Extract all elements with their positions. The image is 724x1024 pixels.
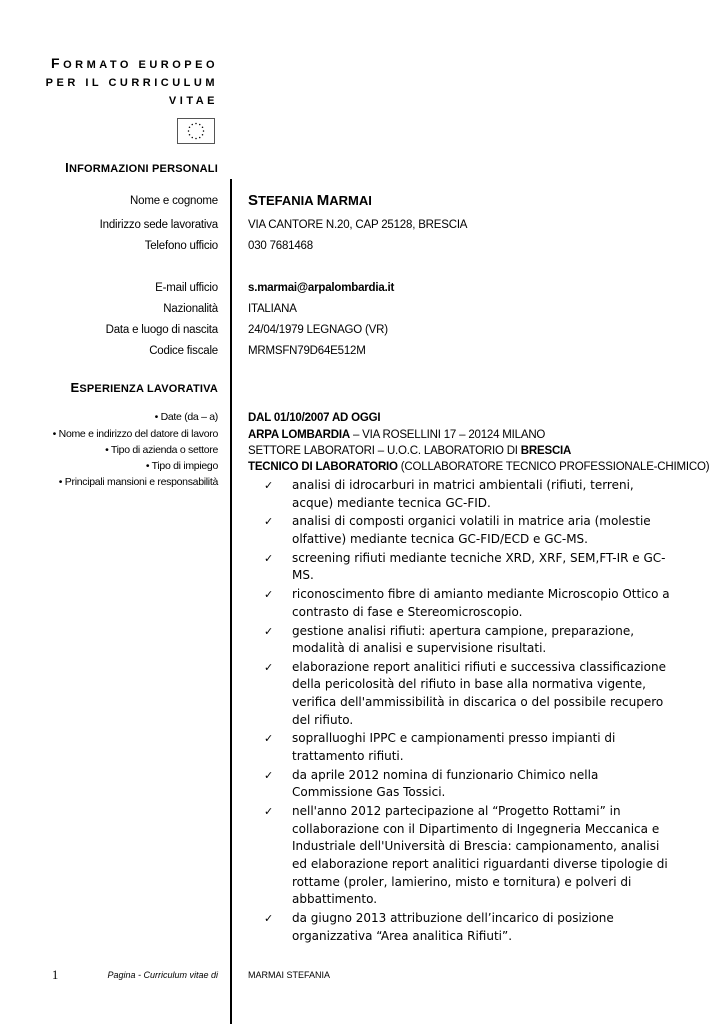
birth-value: 24/04/1979 LEGNAGO (VR)	[248, 324, 388, 336]
check-icon: ✓	[264, 588, 274, 602]
employer-value: ARPA LOMBARDIA – VIA ROSELLINI 17 – 20124 MILANO	[248, 429, 546, 441]
flag-star	[189, 127, 191, 129]
duty-item: ✓ sopralluoghi IPPC e campionamenti presso impianti di trattamento rifiuti.	[264, 731, 616, 764]
title-line-1: FORMATO EUROPEO	[51, 55, 218, 71]
duty-item: ✓ da giugno 2013 attribuzione dell’incarico di posizione organizzativa “Area analitica Rifiuti”.	[264, 910, 614, 943]
job-type-label: • Tipo di impiego	[145, 460, 218, 472]
dates-value: DAL 01/10/2007 AD OGGI	[248, 412, 381, 424]
job-type-value: TECNICO DI LABORATORIO (COLLABORATORE TECNICO PROFESSIONALE-CHIMICO)	[248, 461, 710, 473]
fiscal-code-value: MRMSFN79D64E512M	[248, 345, 366, 357]
eu-flag-icon	[177, 118, 215, 144]
company-type-label: • Tipo di azienda o settore	[105, 444, 218, 456]
duty-item: ✓ analisi di composti organici volatili in matrice aria (molestie olfattive) mediante tecnica GC-FID/ECD e GC-MS.	[264, 514, 651, 546]
flag-star	[195, 123, 197, 125]
flag-star	[202, 127, 204, 129]
flag-star	[188, 130, 190, 132]
flag-star	[203, 130, 205, 132]
flag-star	[192, 137, 194, 139]
duty-item: ✓ gestione analisi rifiuti: apertura campione, preparazione, modalità di analisi e supervisione risultati.	[264, 623, 635, 656]
check-icon: ✓	[264, 660, 274, 674]
flag-star	[199, 124, 201, 126]
footer-page-text: Pagina - Curriculum vitae di	[107, 970, 218, 980]
check-icon: ✓	[264, 479, 274, 492]
check-icon: ✓	[264, 768, 274, 782]
birth-label: Data e luogo di nascita	[105, 324, 218, 336]
nationality-value: ITALIANA	[248, 303, 297, 315]
duties-list	[264, 477, 674, 946]
title-line-2: PER IL CURRICULUM	[45, 77, 218, 89]
duty-item: ✓ screening rifiuti mediante tecniche XRD, XRF, SEM,FT-IR e GC-MS.	[264, 550, 666, 583]
duty-item: ✓ riconoscimento fibre di amianto mediante Microscopio Ottico a contrasto di fase e Stereomicroscopio.	[264, 587, 670, 619]
duty-item: ✓ elaborazione report analitici rifiuti e successiva classificazione della pericolosità del rifiuto in base alla normativa vigente, verifica dell'ammissibilità in discarica o del possibile recupero del rifiuto.	[264, 659, 666, 727]
dates-label: • Date (da – a)	[154, 411, 218, 423]
section-title-personal: INFORMAZIONI PERSONALI	[65, 160, 218, 175]
flag-star	[192, 124, 194, 126]
section-title-experience: ESPERIENZA LAVORATIVA	[70, 380, 218, 395]
page-number: 1	[52, 968, 59, 982]
address-value: VIA CANTORE N.20, CAP 25128, BRESCIA	[248, 219, 468, 231]
flag-star	[195, 138, 197, 140]
address-label: Indirizzo sede lavorativa	[99, 219, 218, 231]
employer-label: • Nome e indirizzo del datore di lavoro	[52, 428, 218, 440]
duty-item: ✓ nell'anno 2012 partecipazione al “Progetto Rottami” in collaborazione con il Dipartimento di Ingegneria Meccanica e Industriale dell'Università di Brescia: campionamento, analisi ed elaborazione report analitici riguardanti diverse tipologie di rottame (proler, lamierino, misto e tornitura) e polveri di abbattimento.	[264, 804, 668, 907]
phone-value: 030 7681468	[248, 240, 313, 252]
fiscal-code-label: Codice fiscale	[149, 345, 218, 357]
sector-value: SETTORE LABORATORI – U.O.C. LABORATORIO DI BRESCIA	[248, 445, 572, 457]
duty-item: ✓ da aprile 2012 nomina di funzionario Chimico nella Commissione Gas Tossici.	[264, 767, 599, 800]
flag-star	[199, 137, 201, 139]
check-icon: ✓	[264, 551, 274, 565]
title-line-3: VITAE	[168, 95, 218, 107]
document-title	[18, 54, 218, 110]
check-icon: ✓	[264, 911, 274, 925]
name-label: Nome e cognome	[130, 195, 218, 207]
footer-name: MARMAI STEFANIA	[248, 970, 331, 980]
column-divider	[230, 179, 232, 1024]
check-icon: ✓	[264, 515, 274, 529]
check-icon: ✓	[264, 732, 274, 746]
full-name: STEFANIA MARMAI	[248, 192, 372, 209]
flag-star	[189, 134, 191, 136]
check-icon: ✓	[264, 805, 274, 819]
email-label: E-mail ufficio	[155, 282, 218, 294]
nationality-label: Nazionalità	[163, 303, 218, 315]
duties-label: • Principali mansioni e responsabilità	[58, 476, 218, 488]
check-icon: ✓	[264, 624, 274, 638]
duty-item: ✓ analisi di idrocarburi in matrici ambientali (rifiuti, terreni, acque) mediante tecnica GC-FID.	[264, 478, 634, 510]
phone-label: Telefono ufficio	[144, 240, 218, 252]
email-value: s.marmai@arpalombardia.it	[248, 282, 395, 294]
eu-stars-icon	[178, 119, 214, 143]
flag-star	[202, 134, 204, 136]
